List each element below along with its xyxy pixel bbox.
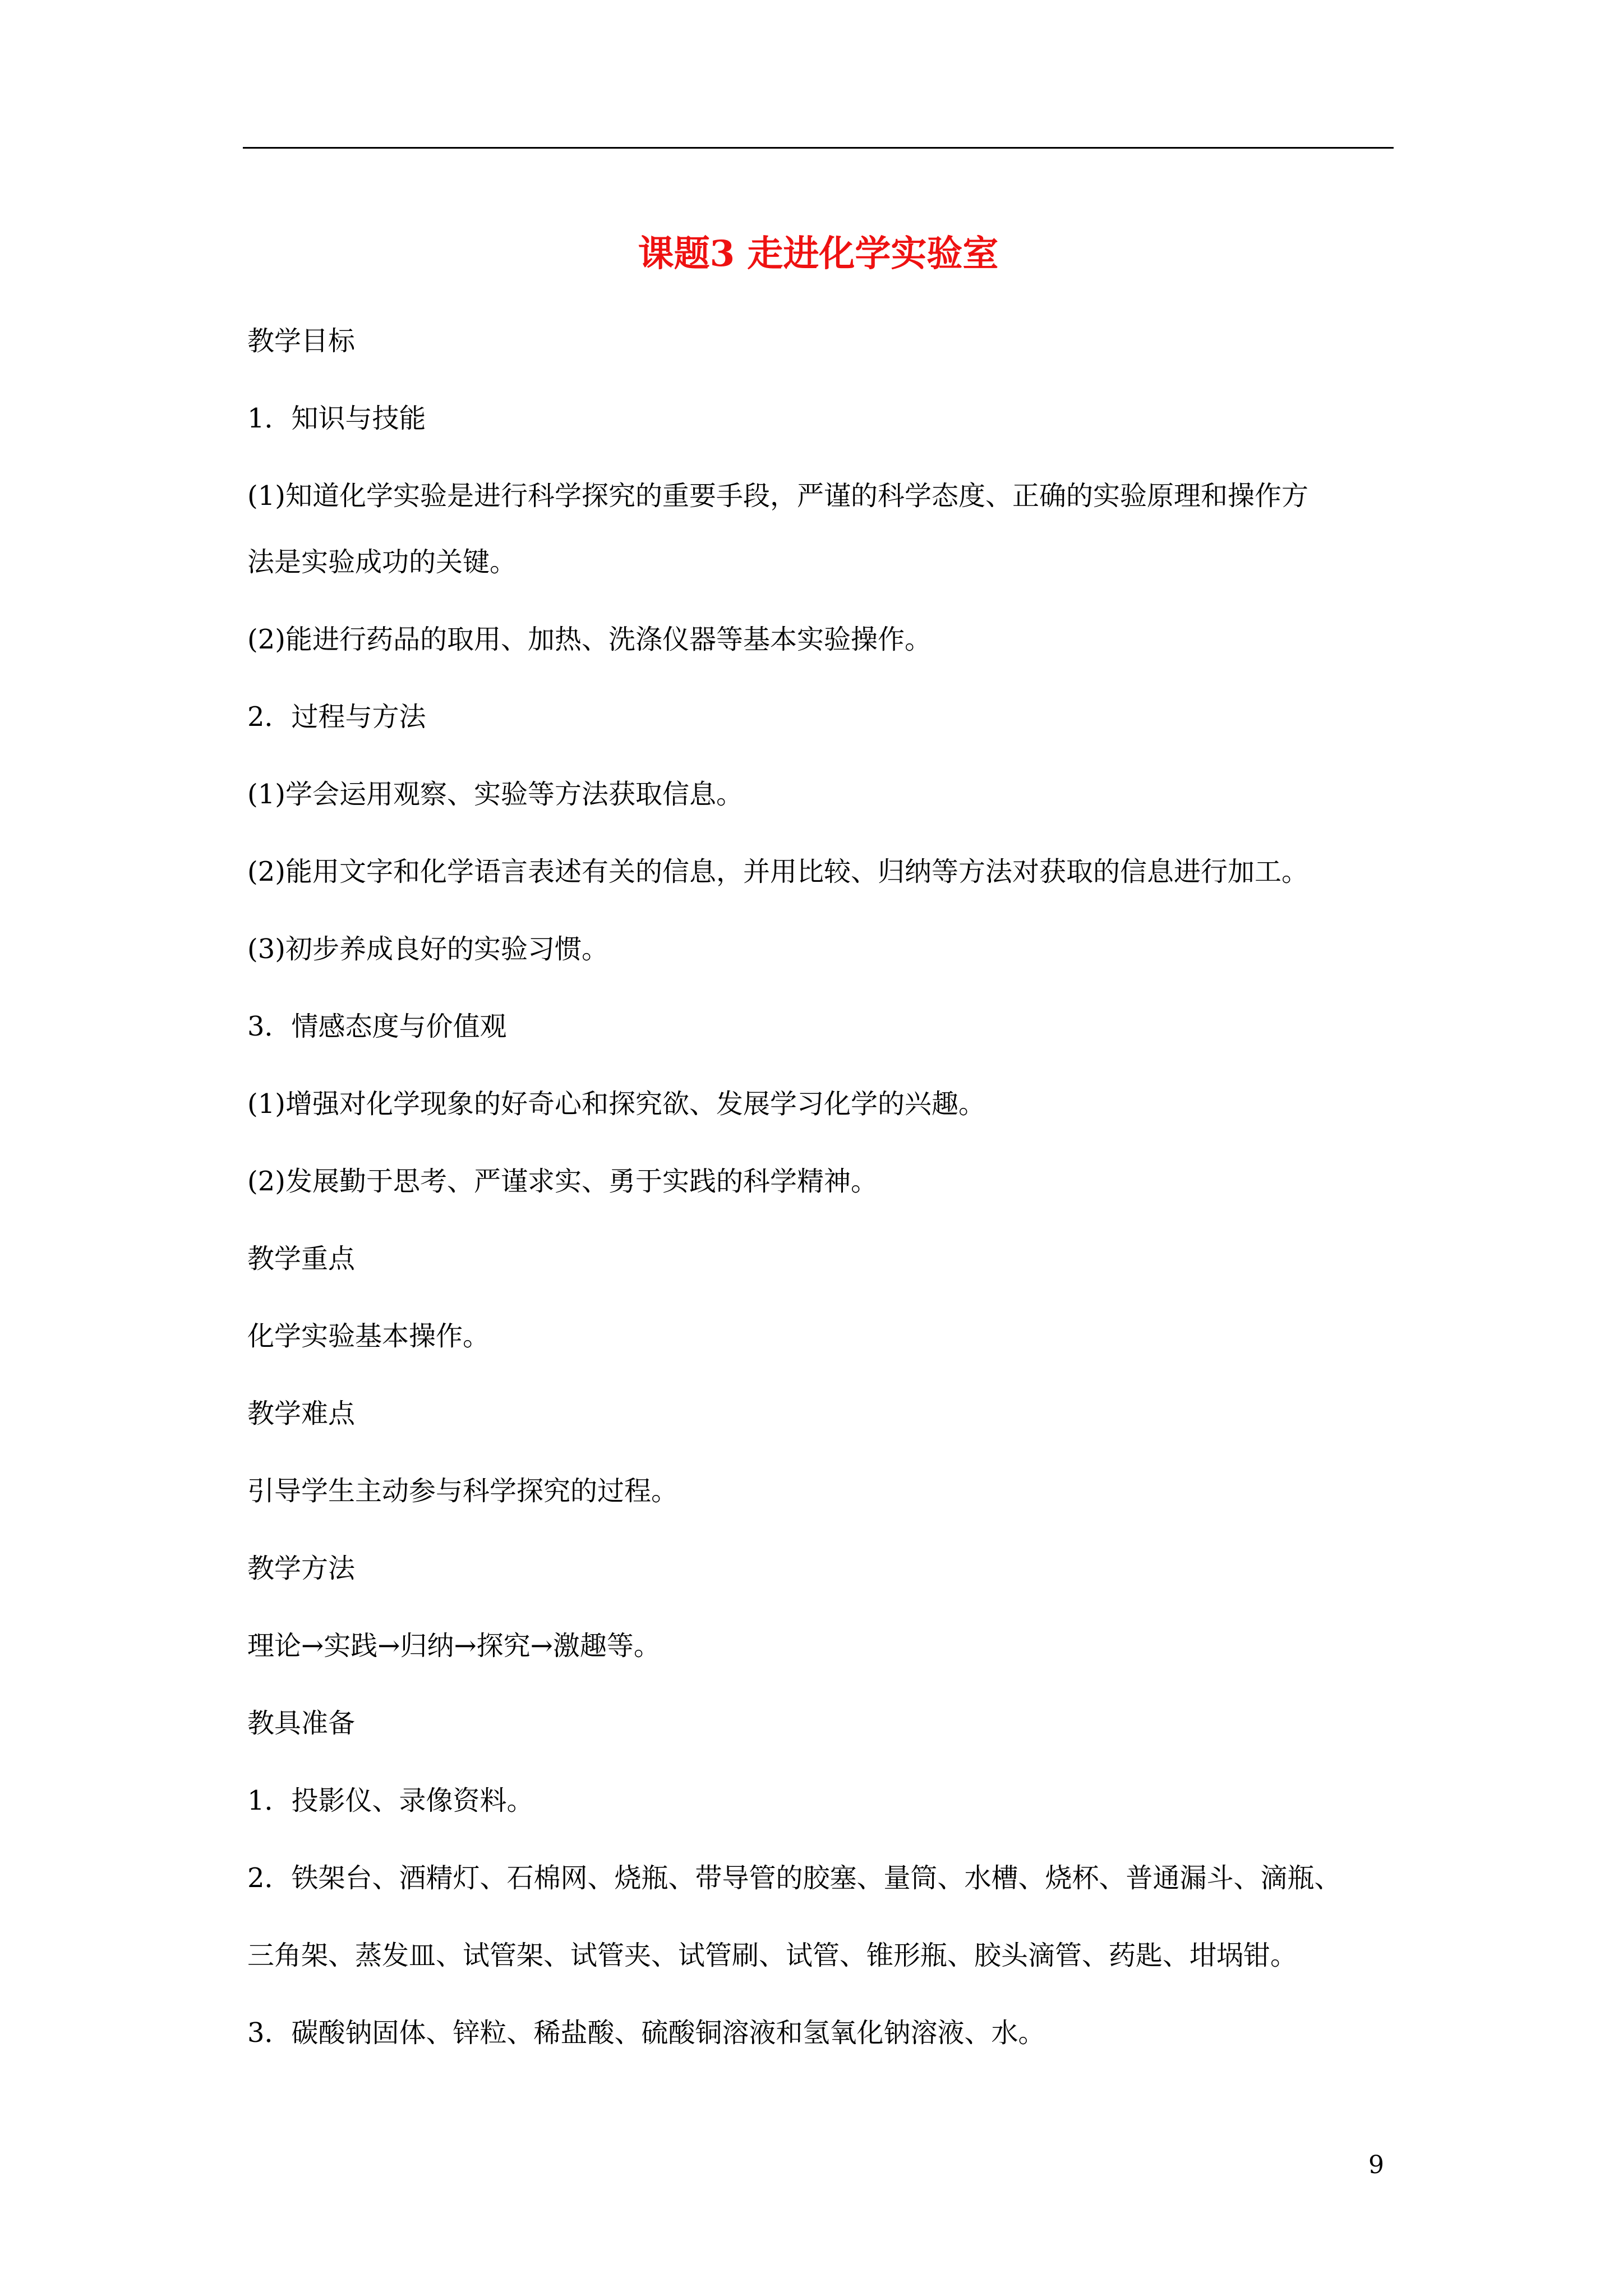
tools-item3: 3．碳酸钠固体、锌粒、稀盐酸、硫酸铜溶液和氢氧化钠溶液、水。 xyxy=(247,2017,1045,2049)
goal2-item2: (2)能用文字和化学语言表述有关的信息，并用比较、归纳等方法对获取的信息进行加工。 xyxy=(247,856,1308,887)
goal1-item1-line2: 法是实验成功的关键。 xyxy=(247,546,517,578)
document-title: 课题3 走进化学实验室 xyxy=(638,233,999,275)
method-text: 理论→实践→归纳→探究→激趣等。 xyxy=(247,1630,661,1662)
goal3-item1: (1)增强对化学现象的好奇心和探究欲、发展学习化学的兴趣。 xyxy=(247,1088,985,1120)
tools-heading: 教具准备 xyxy=(247,1708,356,1739)
goal1-item2: (2)能进行药品的取用、加热、洗涤仪器等基本实验操作。 xyxy=(247,624,932,655)
goal2-heading: 2．过程与方法 xyxy=(247,701,426,733)
goal2-item1: (1)学会运用观察、实验等方法获取信息。 xyxy=(247,779,743,810)
tools-item1: 1．投影仪、录像资料。 xyxy=(247,1785,534,1816)
goal1-item1-line1: (1)知道化学实验是进行科学探究的重要手段，严谨的科学态度、正确的实验原理和操作方 xyxy=(247,480,1308,512)
header-rule xyxy=(243,147,1394,149)
goal3-heading: 3．情感态度与价值观 xyxy=(247,1011,507,1042)
goal1-heading: 1．知识与技能 xyxy=(247,403,426,434)
goals-heading: 教学目标 xyxy=(247,325,356,357)
tools-item2-line1: 2．铁架台、酒精灯、石棉网、烧瓶、带导管的胶塞、量筒、水槽、烧杯、普通漏斗、滴瓶、 xyxy=(247,1862,1341,1894)
goal3-item2: (2)发展勤于思考、严谨求实、勇于实践的科学精神。 xyxy=(247,1166,878,1197)
key-heading: 教学重点 xyxy=(247,1243,356,1274)
method-heading: 教学方法 xyxy=(247,1553,356,1584)
key-text: 化学实验基本操作。 xyxy=(247,1320,490,1352)
goal2-item3: (3)初步养成良好的实验习惯。 xyxy=(247,933,608,965)
tools-item2-line2: 三角架、蒸发皿、试管架、试管夹、试管刷、试管、锥形瓶、胶头滴管、药匙、坩埚钳。 xyxy=(247,1940,1298,1971)
page-number: 9 xyxy=(1368,2151,1384,2179)
difficulty-text: 引导学生主动参与科学探究的过程。 xyxy=(247,1475,679,1507)
difficulty-heading: 教学难点 xyxy=(247,1398,356,1429)
